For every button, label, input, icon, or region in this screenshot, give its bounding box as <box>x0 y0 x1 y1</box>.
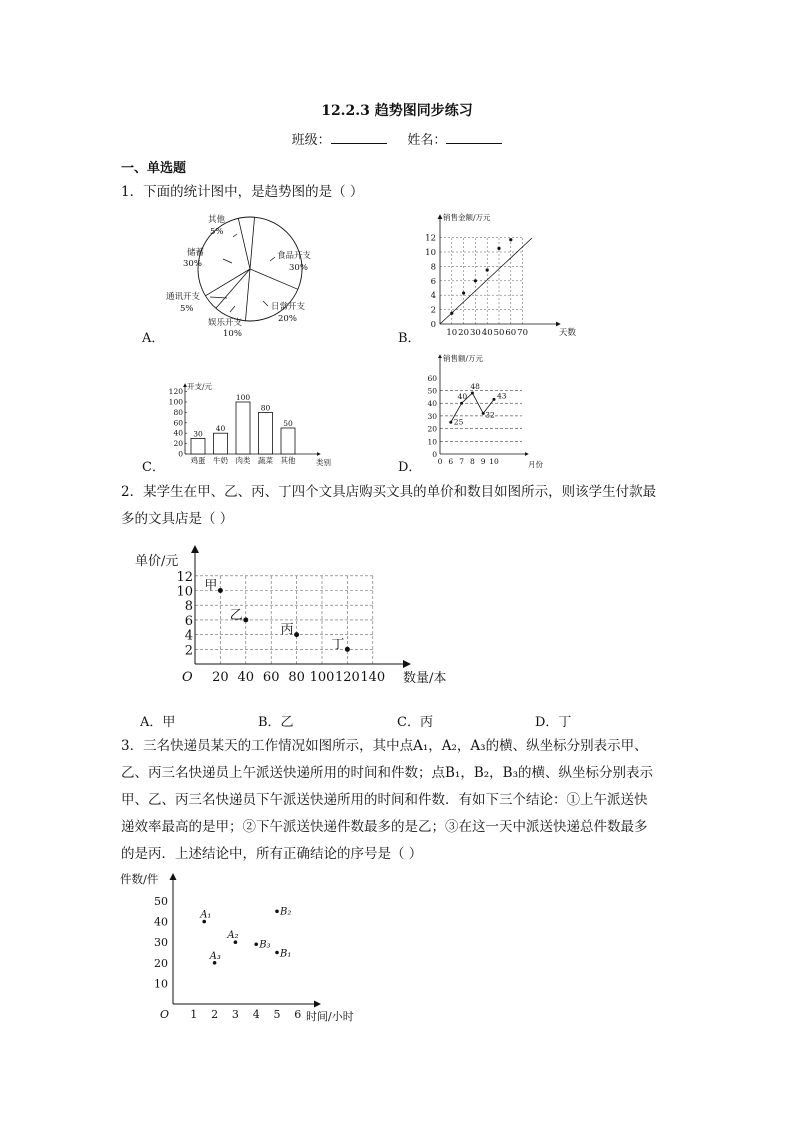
pie-label-other: 其他 <box>208 215 226 225</box>
q2-stem-line1: 2．某学生在甲、乙、丙、丁四个文具店购买文具的单价和数目如图所示，则该学生付款最 <box>121 484 657 500</box>
origin-q3: O <box>160 1008 170 1021</box>
pie-slice-boundary <box>205 269 250 296</box>
y-tick-label: 10 <box>154 977 168 991</box>
data-point <box>460 402 463 405</box>
class-label: 班级： <box>291 133 331 148</box>
q1-option-b[interactable]: B． <box>398 331 421 346</box>
data-point <box>243 617 248 622</box>
q1-line-chart-b <box>420 205 590 340</box>
data-label: 25 <box>453 417 464 427</box>
bar <box>259 412 273 454</box>
y-tick-label: 50 <box>427 386 437 396</box>
x-tick-label: 2 <box>211 1008 219 1021</box>
pie-pct-food: 30% <box>289 263 308 273</box>
x-tick-label: 9 <box>480 457 486 466</box>
x-tick-label: 40 <box>481 328 493 338</box>
xlabel-c: 类别 <box>316 458 331 467</box>
bar-value-label: 80 <box>260 403 271 413</box>
data-point <box>462 291 465 294</box>
y-tick-label: 20 <box>173 439 183 449</box>
xlabel-q2: 数量/本 <box>403 671 447 686</box>
q1-option-d[interactable]: D． <box>398 460 422 475</box>
pie-label-daily: 日常开支 <box>271 302 306 312</box>
pie-leader-comm <box>210 297 227 298</box>
y-tick-label: 40 <box>173 428 183 438</box>
q1-bar-chart-c <box>160 378 350 473</box>
y-tick-label: 40 <box>154 915 168 929</box>
bar <box>214 433 228 454</box>
pie-leader-food <box>270 257 275 261</box>
ylabel-q3: 件数/件 <box>120 872 159 886</box>
point-label: 乙 <box>229 607 243 623</box>
x-tick-label: 70 <box>517 328 529 338</box>
ticks-c <box>169 387 187 458</box>
y-tick-label: 2 <box>184 643 193 659</box>
q2-stem-line2: 多的文具店是（ ） <box>121 511 234 527</box>
x-tick-label: 1 <box>190 1008 198 1021</box>
point-label: B₁ <box>280 948 292 960</box>
q3-line2: 乙、丙三名快递员上午派送快递所用的时间和件数；点B₁，B₂，B₃的横、纵坐标分别表示 <box>121 765 653 781</box>
q1-line-chart-d <box>420 350 570 472</box>
pie-slice-boundary <box>250 217 255 269</box>
student-info <box>0 129 794 148</box>
points-q3 <box>199 906 291 964</box>
data-point <box>345 647 350 652</box>
ylabel-q2: 单价/元 <box>135 554 179 569</box>
ylabel-d: 销售额/万元 <box>443 354 484 363</box>
y-tick-label: 0 <box>432 450 437 459</box>
y-tick-label: 80 <box>173 407 183 417</box>
pie-label-food: 食品开支 <box>277 251 312 261</box>
section-heading: 一、单选题 <box>121 161 187 176</box>
xlabel-q3: 时间/小时 <box>306 1010 354 1023</box>
x-tick-label: 6 <box>294 1008 302 1021</box>
class-blank <box>331 131 387 144</box>
x-tick-label: 5 <box>273 1008 281 1021</box>
y-tick-label: 12 <box>425 233 436 244</box>
x-tick-label: 10 <box>446 328 458 338</box>
series-d <box>449 382 506 426</box>
y-tick-label: 10 <box>425 248 436 258</box>
y-tick-label: 6 <box>184 613 193 629</box>
x-tick-label: 60 <box>262 670 280 685</box>
bar-category-label: 其他 <box>280 456 296 465</box>
data-point <box>509 238 512 241</box>
y-tick-label: 60 <box>427 373 437 383</box>
origin-q2: O <box>182 670 193 685</box>
x-tick-label: 120 <box>334 670 360 685</box>
data-label: 40 <box>457 392 468 402</box>
y-tick-label: 20 <box>427 424 437 434</box>
y-tick-label: 8 <box>430 262 436 273</box>
q3-line5: 的是丙．上述结论中，所有正确结论的序号是（ ） <box>121 846 423 862</box>
bar-value-label: 40 <box>215 424 226 434</box>
x-tick-label: 140 <box>360 670 386 685</box>
x-tick-label: 80 <box>288 670 305 685</box>
data-label: 43 <box>497 391 507 401</box>
y-tick-label: 20 <box>154 956 168 970</box>
points-b <box>450 238 512 315</box>
ylabel-b: 销售金额/万元 <box>443 213 491 222</box>
data-point <box>474 279 477 282</box>
ylabel-c: 开支/元 <box>187 382 213 391</box>
q3-scatter-chart <box>118 868 378 1028</box>
pie-leader-ent <box>230 306 235 312</box>
data-point <box>471 392 474 395</box>
y-tick-label: 8 <box>184 599 193 615</box>
page-title: 12.2.3 趋势图同步练习 <box>321 103 473 119</box>
q3-line3: 甲、乙、丙三名快递员下午派送快递所用的时间和件数．有如下三个结论：①上午派送快 <box>121 792 648 808</box>
data-point <box>493 398 496 401</box>
y-tick-label: 4 <box>430 291 436 302</box>
x-tick-label: 60 <box>505 328 517 338</box>
data-point <box>486 268 489 271</box>
pie-slice-boundary <box>238 218 250 269</box>
x-tick-label: 8 <box>470 457 475 466</box>
ticks-b <box>425 234 528 338</box>
y-tick-label: 10 <box>176 584 193 600</box>
data-label: 32 <box>485 410 495 420</box>
pie-leader-saving <box>223 259 232 263</box>
point-label: 甲 <box>204 578 218 594</box>
data-point <box>218 588 223 593</box>
pie-slice-boundary <box>216 269 250 308</box>
bar-category-label: 肉类 <box>235 456 251 465</box>
q1-option-a[interactable]: A． <box>142 331 165 346</box>
q1-stem: 1．下面的统计图中，是趋势图的是（ ） <box>121 184 364 200</box>
y-tick-label: 40 <box>427 399 437 409</box>
point-label: 丁 <box>331 637 345 653</box>
point-label: 丙 <box>280 622 294 638</box>
point-label: A₂ <box>227 930 239 942</box>
x-tick-label: 10 <box>489 457 499 466</box>
q1-pie-chart <box>160 205 350 345</box>
y-tick-label: 30 <box>427 411 437 421</box>
data-point <box>294 632 299 637</box>
x-tick-label: 4 <box>252 1008 260 1021</box>
y-tick-label: 12 <box>176 569 193 585</box>
x-tick-label: 50 <box>493 328 505 338</box>
xlabel-d: 月份 <box>528 460 543 469</box>
x-tick-label: 20 <box>458 328 470 338</box>
pie-label-comm: 通讯开支 <box>166 292 201 302</box>
pie-pct-saving: 30% <box>183 259 202 269</box>
pie-pct-ent: 10% <box>223 329 242 339</box>
pie-leader-other <box>233 234 237 237</box>
x-tick-label: 40 <box>237 670 255 685</box>
data-point <box>275 951 279 955</box>
bar-value-label: 50 <box>283 419 293 428</box>
pie-label-saving: 储蓄 <box>187 248 205 258</box>
y-tick-label: 100 <box>168 397 183 407</box>
pie-label-ent: 娱乐开支 <box>208 318 243 328</box>
y-tick-label: 4 <box>184 628 193 644</box>
bar-value-label: 100 <box>235 393 251 402</box>
xlabel-b: 天数 <box>559 328 577 338</box>
y-tick-label: 10 <box>427 437 437 447</box>
pie-pct-daily: 20% <box>278 314 297 324</box>
bar-value-label: 30 <box>193 429 203 439</box>
q2-scatter-chart <box>130 540 460 690</box>
x-tick-label: 3 <box>231 1008 239 1021</box>
bar <box>236 402 250 454</box>
y-tick-label: 30 <box>154 936 168 950</box>
x-tick-label: 30 <box>469 328 481 338</box>
grid-b <box>440 238 523 324</box>
data-point <box>450 312 453 315</box>
y-tick-label: 2 <box>430 305 436 316</box>
y-tick-label: 6 <box>430 276 436 287</box>
y-tick-label: 50 <box>154 895 168 908</box>
x-tick-label: 0 <box>437 457 443 466</box>
bar-category-label: 蔬菜 <box>258 456 273 465</box>
bar <box>191 438 205 454</box>
x-tick-label: 20 <box>212 670 229 685</box>
bar <box>281 428 295 454</box>
y-tick-label: 0 <box>430 320 436 330</box>
data-point <box>497 247 500 250</box>
q2-option-b[interactable]: B．乙 <box>258 715 294 730</box>
points-q2 <box>204 579 350 653</box>
q2-option-d[interactable]: D．丁 <box>535 715 572 730</box>
q1-option-c[interactable]: C． <box>142 460 165 475</box>
name-label: 姓名： <box>407 133 447 148</box>
pie-slice-boundary <box>245 269 250 321</box>
point-label: A₁ <box>200 909 212 921</box>
y-tick-label: 120 <box>168 387 183 397</box>
data-point <box>254 942 258 946</box>
bar-category-label: 牛奶 <box>213 456 228 465</box>
q3-line4: 递效率最高的是甲；②下午派送快递件数最多的是乙；③在这一天中派送快递总件数最多 <box>121 819 648 835</box>
q3-line1: 3．三名快递员某天的工作情况如图所示，其中点A₁，A₂，A₃的横、纵坐标分别表示甲、 <box>121 738 648 754</box>
data-point <box>275 910 279 914</box>
point-label: A₃ <box>209 950 221 962</box>
y-tick-label: 60 <box>173 418 183 428</box>
grid-d <box>440 391 522 442</box>
x-tick-label: 7 <box>459 457 464 466</box>
point-label: B₂ <box>280 906 292 918</box>
data-label: 48 <box>470 382 480 392</box>
q2-option-c[interactable]: C．丙 <box>397 715 433 730</box>
bar-category-label: 鸡蛋 <box>190 456 206 465</box>
x-tick-label: 100 <box>309 670 335 685</box>
x-tick-label: 6 <box>448 457 454 466</box>
q2-option-a[interactable]: A．甲 <box>140 715 176 730</box>
point-label: B₃ <box>259 939 271 951</box>
y-tick-label: 0 <box>178 449 183 459</box>
pie-pct-comm: 5% <box>180 304 194 314</box>
pie-pct-other: 5% <box>210 227 224 237</box>
data-point <box>449 421 452 424</box>
name-blank <box>446 131 502 144</box>
pie-leader-daily <box>263 301 268 306</box>
